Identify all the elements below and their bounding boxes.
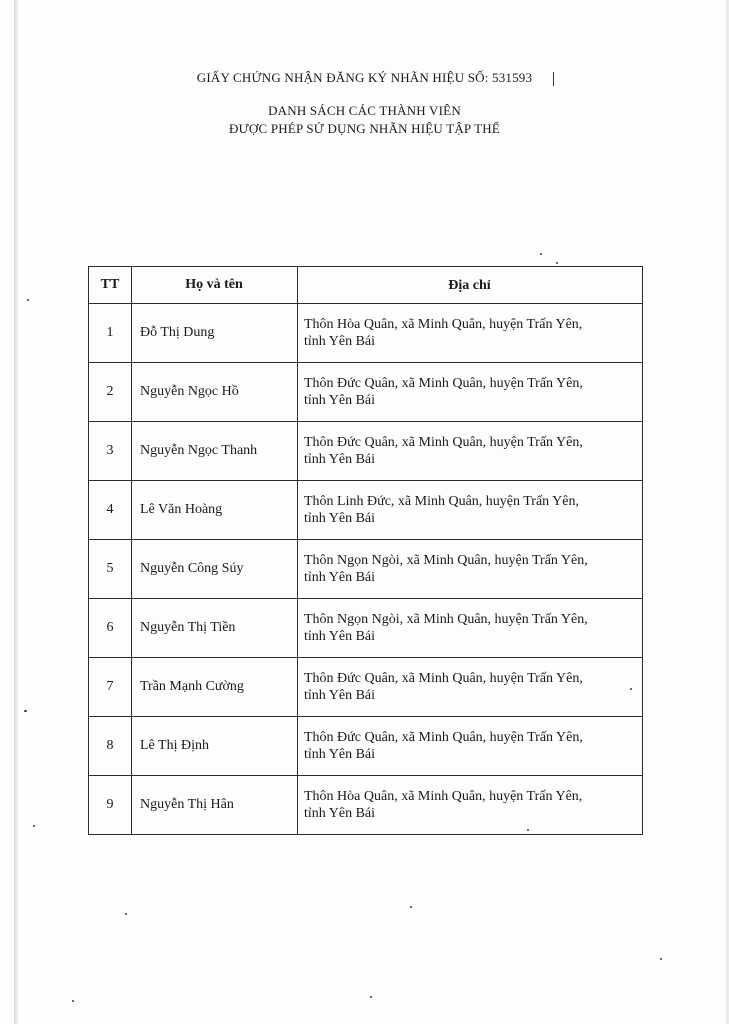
table-row xyxy=(89,717,643,776)
address-line1: Thôn Đức Quân, xã Minh Quân, huyện Trấn Yên, xyxy=(304,730,583,745)
row-tt: 3 xyxy=(89,422,132,481)
row-address xyxy=(298,304,643,363)
row-address xyxy=(298,540,643,599)
row-tt: 6 xyxy=(89,599,132,658)
table-row xyxy=(89,776,643,835)
row-tt: 2 xyxy=(89,363,132,422)
table-row xyxy=(89,363,643,422)
scan-speck xyxy=(370,996,372,998)
table-row xyxy=(89,599,643,658)
row-name: Nguyễn Thị Tiền xyxy=(132,599,298,658)
address-line1: Thôn Hòa Quân, xã Minh Quân, huyện Trấn Yên, xyxy=(304,317,583,332)
row-address xyxy=(298,717,643,776)
address-line2: tỉnh Yên Bái xyxy=(304,688,376,703)
address-line2: tỉnh Yên Bái xyxy=(304,747,376,762)
table-header-row xyxy=(89,267,643,304)
address-line2: tỉnh Yên Bái xyxy=(304,452,376,467)
row-name: Nguyễn Thị Hân xyxy=(132,776,298,835)
scan-speck xyxy=(410,906,412,908)
row-tt: 7 xyxy=(89,658,132,717)
header-address: Địa chỉ xyxy=(298,267,643,304)
scan-speck xyxy=(556,262,558,264)
address-line1: Thôn Linh Đức, xã Minh Quân, huyện Trấn Yên, xyxy=(304,494,579,509)
row-name: Nguyễn Ngọc Thanh xyxy=(132,422,298,481)
scan-speck xyxy=(72,1000,74,1002)
header-tt: TT xyxy=(89,267,132,304)
scan-speck xyxy=(540,253,542,255)
row-tt: 8 xyxy=(89,717,132,776)
row-tt: 4 xyxy=(89,481,132,540)
row-tt: 9 xyxy=(89,776,132,835)
address-line2: tỉnh Yên Bái xyxy=(304,629,376,644)
scan-speck xyxy=(630,688,632,690)
row-name: Lê Thị Định xyxy=(132,717,298,776)
row-name: Trần Mạnh Cường xyxy=(132,658,298,717)
row-address xyxy=(298,363,643,422)
address-line1: Thôn Hòa Quân, xã Minh Quân, huyện Trấn Yên, xyxy=(304,789,583,804)
row-name: Nguyễn Ngọc Hồ xyxy=(132,363,298,422)
table-row xyxy=(89,481,643,540)
address-line1: Thôn Ngọn Ngòi, xã Minh Quân, huyện Trấn Yên, xyxy=(304,553,588,568)
document-title: GIẤY CHỨNG NHẬN ĐĂNG KÝ NHÃN HIỆU SỐ: 531593 xyxy=(196,70,533,85)
scan-speck xyxy=(24,710,27,712)
scan-speck xyxy=(660,958,662,960)
row-tt: 5 xyxy=(89,540,132,599)
row-name: Nguyễn Công Súy xyxy=(132,540,298,599)
address-line1: Thôn Đức Quân, xã Minh Quân, huyện Trấn Yên, xyxy=(304,671,583,686)
address-line1: Thôn Ngọn Ngòi, xã Minh Quân, huyện Trấn Yên, xyxy=(304,612,588,627)
document-subtitle-line2: ĐƯỢC PHÉP SỬ DỤNG NHÃN HIỆU TẬP THỂ xyxy=(229,121,500,136)
members-table xyxy=(88,266,643,835)
scan-speck xyxy=(125,913,127,915)
scan-speck xyxy=(527,829,529,831)
row-address xyxy=(298,422,643,481)
scan-shadow-left xyxy=(14,0,18,1024)
address-line2: tỉnh Yên Bái xyxy=(304,393,376,408)
table-row xyxy=(89,304,643,363)
address-line1: Thôn Đức Quân, xã Minh Quân, huyện Trấn Yên, xyxy=(304,435,583,450)
address-line2: tỉnh Yên Bái xyxy=(304,806,376,821)
address-line2: tỉnh Yên Bái xyxy=(304,334,376,349)
row-tt: 1 xyxy=(89,304,132,363)
address-line2: tỉnh Yên Bái xyxy=(304,570,376,585)
row-address xyxy=(298,776,643,835)
row-name: Đỗ Thị Dung xyxy=(132,304,298,363)
scan-speck xyxy=(27,299,29,301)
scan-speck xyxy=(553,72,554,86)
scan-speck xyxy=(33,825,35,827)
address-line2: tỉnh Yên Bái xyxy=(304,511,376,526)
table-row xyxy=(89,658,643,717)
document-subtitle-line1: DANH SÁCH CÁC THÀNH VIÊN xyxy=(268,103,461,118)
row-address xyxy=(298,599,643,658)
address-line1: Thôn Đức Quân, xã Minh Quân, huyện Trấn Yên, xyxy=(304,376,583,391)
table-row xyxy=(89,422,643,481)
row-name: Lê Văn Hoàng xyxy=(132,481,298,540)
row-address xyxy=(298,481,643,540)
header-name: Họ và tên xyxy=(132,267,298,304)
row-address xyxy=(298,658,643,717)
table-row xyxy=(89,540,643,599)
